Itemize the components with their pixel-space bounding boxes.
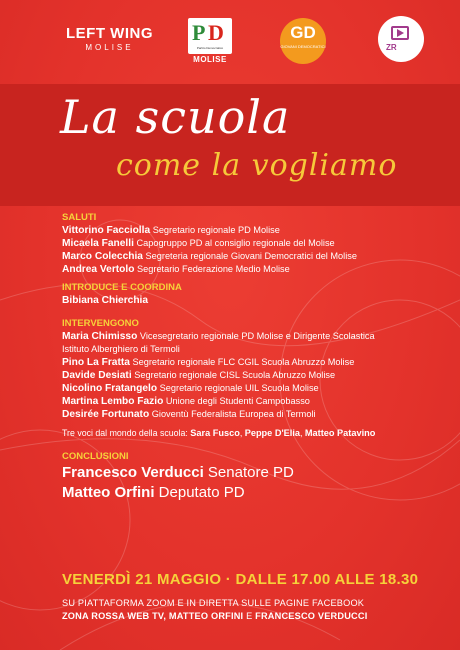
conclusioni-heading: CONCLUSIONI (62, 451, 129, 462)
voice-name: Peppe D'Elia (244, 428, 300, 438)
event-date: VENERDÌ 21 MAGGIO (62, 571, 222, 588)
gd-logo-subtitle: GIOVANI DEMOCRATICI (280, 44, 326, 49)
list-item (62, 237, 452, 250)
speaker-role: Segretario regionale FLC CGIL Scuola Abruzzo Molise (132, 357, 355, 367)
speaker-name: Francesco Verducci (62, 464, 204, 481)
speaker-name: Desirée Fortunato (62, 409, 150, 420)
speaker-name: Maria Chimisso (62, 331, 138, 342)
speaker-role: Senatore PD (207, 464, 294, 481)
speaker-role: Gioventù Federalista Europea di Termoli (151, 409, 316, 419)
speaker-name: Martina Lembo Fazio (62, 396, 164, 407)
gd-logo (280, 18, 326, 64)
speaker-role: Capogruppo PD al consiglio regionale del Molise (136, 238, 335, 248)
speaker-name: Andrea Vertolo (62, 264, 135, 275)
intervengono-heading: INTERVENGONO (62, 318, 139, 329)
play-icon (397, 29, 404, 37)
footer-and: E (243, 610, 256, 621)
title-line-1: La scuola (60, 90, 291, 144)
pd-logo (188, 18, 232, 64)
speaker-role: Vicesegretario regionale PD Molise e Dirigente Scolastica (139, 331, 375, 341)
list-item (62, 408, 452, 421)
footer-channels: ZONA ROSSA WEB TV, MATTEO ORFINI (62, 610, 244, 621)
pd-logo-region: MOLISE (193, 55, 227, 64)
list-item (62, 330, 452, 343)
list-item (62, 382, 452, 395)
left-wing-title: LEFT WING (66, 25, 153, 42)
speaker-role: Deputato PD (158, 484, 245, 501)
list-item (62, 263, 452, 276)
voice-name: Matteo Patavino (304, 428, 376, 438)
speaker-role: Segretario regionale UIL Scuola Molise (159, 383, 319, 393)
zr-logo-text: ZR (386, 43, 397, 52)
moderator-name: Bibiana Chierchia (62, 295, 149, 306)
saluti-heading: SALUTI (62, 212, 97, 223)
event-footer (62, 597, 367, 622)
tre-voci-line: Tre voci dal mondo della scuola: Sara Fusco, Peppe D'Elia, Matteo Patavino (62, 428, 376, 438)
list-item (62, 369, 452, 382)
pd-logo-d: D (208, 20, 224, 45)
speaker-name: Nicolino Fratangelo (62, 383, 158, 394)
title-line-2: come la vogliamo (116, 148, 398, 183)
list-item (62, 395, 452, 408)
speaker-role-continued: Istituto Alberghiero di Termoli (62, 344, 180, 354)
event-separator: · (221, 571, 236, 588)
footer-line-2 (62, 610, 367, 623)
introduce-heading: INTRODUCE E COORDINA (62, 282, 182, 293)
footer-line-1: SU PIATTAFORMA ZOOM E IN DIRETTA SULLE PAGINE FACEBOOK (62, 598, 365, 608)
program-content (62, 211, 452, 503)
speaker-role: Segretario regionale PD Molise (152, 225, 280, 235)
pd-logo-box (188, 18, 232, 54)
speaker-name: Matteo Orfini (62, 484, 155, 501)
speaker-name: Micaela Fanelli (62, 238, 134, 249)
speaker-name: Marco Colecchia (62, 251, 143, 262)
list-item (62, 294, 452, 307)
gd-logo-letters: GD (290, 23, 316, 42)
footer-channel-verducci: FRANCESCO VERDUCCI (255, 610, 368, 621)
tre-voci-prefix: Tre voci dal mondo della scuola: (62, 428, 188, 438)
logo-bar (0, 0, 460, 82)
list-item (62, 483, 452, 503)
speaker-role: Segreteria regionale Giovani Democratici del Molise (145, 251, 357, 261)
list-item (62, 356, 452, 369)
speaker-role: Unione degli Studenti Campobasso (165, 396, 310, 406)
speaker-name: Pino La Fratta (62, 357, 130, 368)
event-datetime (62, 571, 418, 588)
zona-rossa-tv-logo (378, 16, 424, 62)
speaker-name: Vittorino Facciolla (62, 225, 151, 236)
speaker-role: Segretario regionale CISL Scuola Abruzzo Molise (134, 370, 336, 380)
pd-logo-p: P (192, 20, 206, 45)
left-wing-region: MOLISE (85, 43, 134, 52)
left-wing-logo (66, 26, 153, 54)
list-item (62, 224, 452, 237)
voice-name: Sara Fusco (190, 428, 240, 438)
speaker-name: Davide Desiati (62, 370, 132, 381)
list-item (62, 250, 452, 263)
list-item (62, 463, 452, 483)
pd-logo-subtitle: Partito Democratico (196, 46, 224, 50)
speaker-role: Segretario Federazione Medio Molise (137, 264, 290, 274)
event-time: DALLE 17.00 ALLE 18.30 (235, 571, 419, 588)
